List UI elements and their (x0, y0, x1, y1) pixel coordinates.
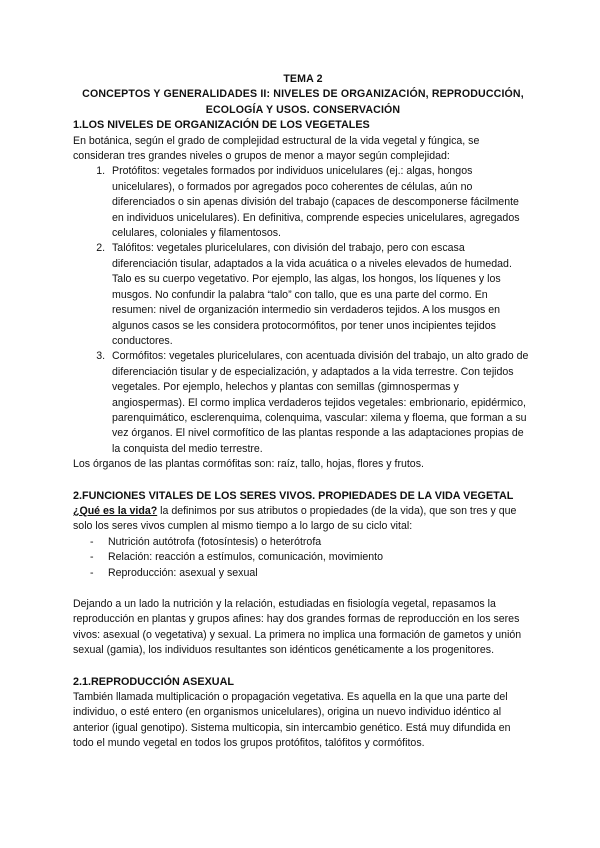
tema-label: TEMA 2 (283, 73, 323, 85)
list-item-nutricion: - Nutrición autótrofa (fotosíntesis) o heterótrofa (90, 535, 533, 550)
title-line-2: ECOLOGÍA Y USOS. CONSERVACIÓN (205, 103, 401, 116)
list-item-reproduccion: - Reproducción: asexual y sexual (90, 566, 533, 581)
list-item-talofitos: 2. Talófitos: vegetales pluricelulares, con división del trabajo, pero con escasa diferenciación tisular, adaptados a la vida acuática o a niveles elevados de humedad. Talo es su cuerpo vegetativo. Por ejemplo, las algas, los hongos, los líquenes y los musgos. No confundir la palabra “talo” con tallo, que es una parte del cormo. En resumen: nivel de organización intermedio sin verdaderos tejidos. A los musgos en algunos casos se les considera protocormófitos, por tener unos incipientes tejidos conductores. (108, 241, 533, 349)
life-properties-list (73, 535, 533, 581)
section21-heading: 2.1.REPRODUCCIÓN ASEXUAL (73, 675, 234, 688)
question-phrase: ¿Qué es la vida? (73, 504, 158, 517)
question-rest: la definimos por sus atributos o propiedades (de la vida), que son tres y que solo los seres vivos cumplen al mismo tiempo a lo largo de su ciclo vital: (73, 504, 517, 533)
organization-levels-list (73, 164, 533, 457)
document-body (73, 72, 533, 752)
section21-paragraph: También llamada multiplicación o propagación vegetativa. Es aquella en la que una parte del individuo, o esté entero (en organismos unicelulares), origina un nuevo individuo idéntico al anterior (igual genotipo). Sistema multicopia, sin intercambio genético. Está muy difundida en todo el mundo vegetal en todos los grupos protófitos, talófitos y cormófitos. (73, 691, 511, 750)
section1-closing: Los órganos de las plantas cormófitas son: raíz, tallo, hojas, flores y frutos. (73, 458, 424, 471)
section1-heading: 1.LOS NIVELES DE ORGANIZACIÓN DE LOS VEGETALES (73, 119, 370, 132)
section1-intro: En botánica, según el grado de complejidad estructural de la vida vegetal y fúngica, se consideran tres grandes niveles o grupos de menor a mayor según complejidad: (73, 134, 480, 163)
section2-paragraph: Dejando a un lado la nutrición y la relación, estudiadas en fisiología vegetal, repasamos la reproducción en plantas y grupos afines: hay dos grandes formas de reproducción en los seres vivos: asexual (o vegetativa) y sexual. La primera no implica una formación de gametos y unión sexual (gamia), los individuos resultantes son idénticos genéticamente a los progenitores. (73, 598, 522, 657)
section2-intro (73, 504, 533, 535)
title-line-1: CONCEPTOS Y GENERALIDADES II: NIVELES DE ORGANIZACIÓN, REPRODUCCIÓN, (82, 88, 524, 101)
section2-heading: 2.FUNCIONES VITALES DE LOS SERES VIVOS. PROPIEDADES DE LA VIDA VEGETAL (73, 489, 514, 502)
list-item-relacion: - Relación: reacción a estímulos, comunicación, movimiento (90, 550, 533, 565)
list-item-cormofitos: 3. Cormófitos: vegetales pluricelulares, con acentuada división del trabajo, un alto grado de diferenciación tisular y de especialización, y adaptados a la vida terrestre. Con tejidos vegetales. Por ejemplo, helechos y plantas con semillas (gimnospermas y angiospermas). El cormo implica verdaderos tejidos vegetales: embrionario, epidérmico, parenquimático, esclerenquima, colenquima, vascular: xilema y floema, que forman a su vez órganos. El nivel cormofítico de las plantas responde a las adaptaciones propias de la conquista del medio terrestre. (108, 349, 533, 457)
list-item-protofitos: 1. Protófitos: vegetales formados por individuos unicelulares (ej.: algas, hongos unicelulares), o formados por agregados poco coherentes de células, aún no diferenciados o sin apenas división del trabajo (capaces de descomponerse fácilmente en individuos unicelulares). En definitiva, comprende especies unicelulares, agregados celulares, coloniales y filamentosos. (108, 164, 533, 241)
